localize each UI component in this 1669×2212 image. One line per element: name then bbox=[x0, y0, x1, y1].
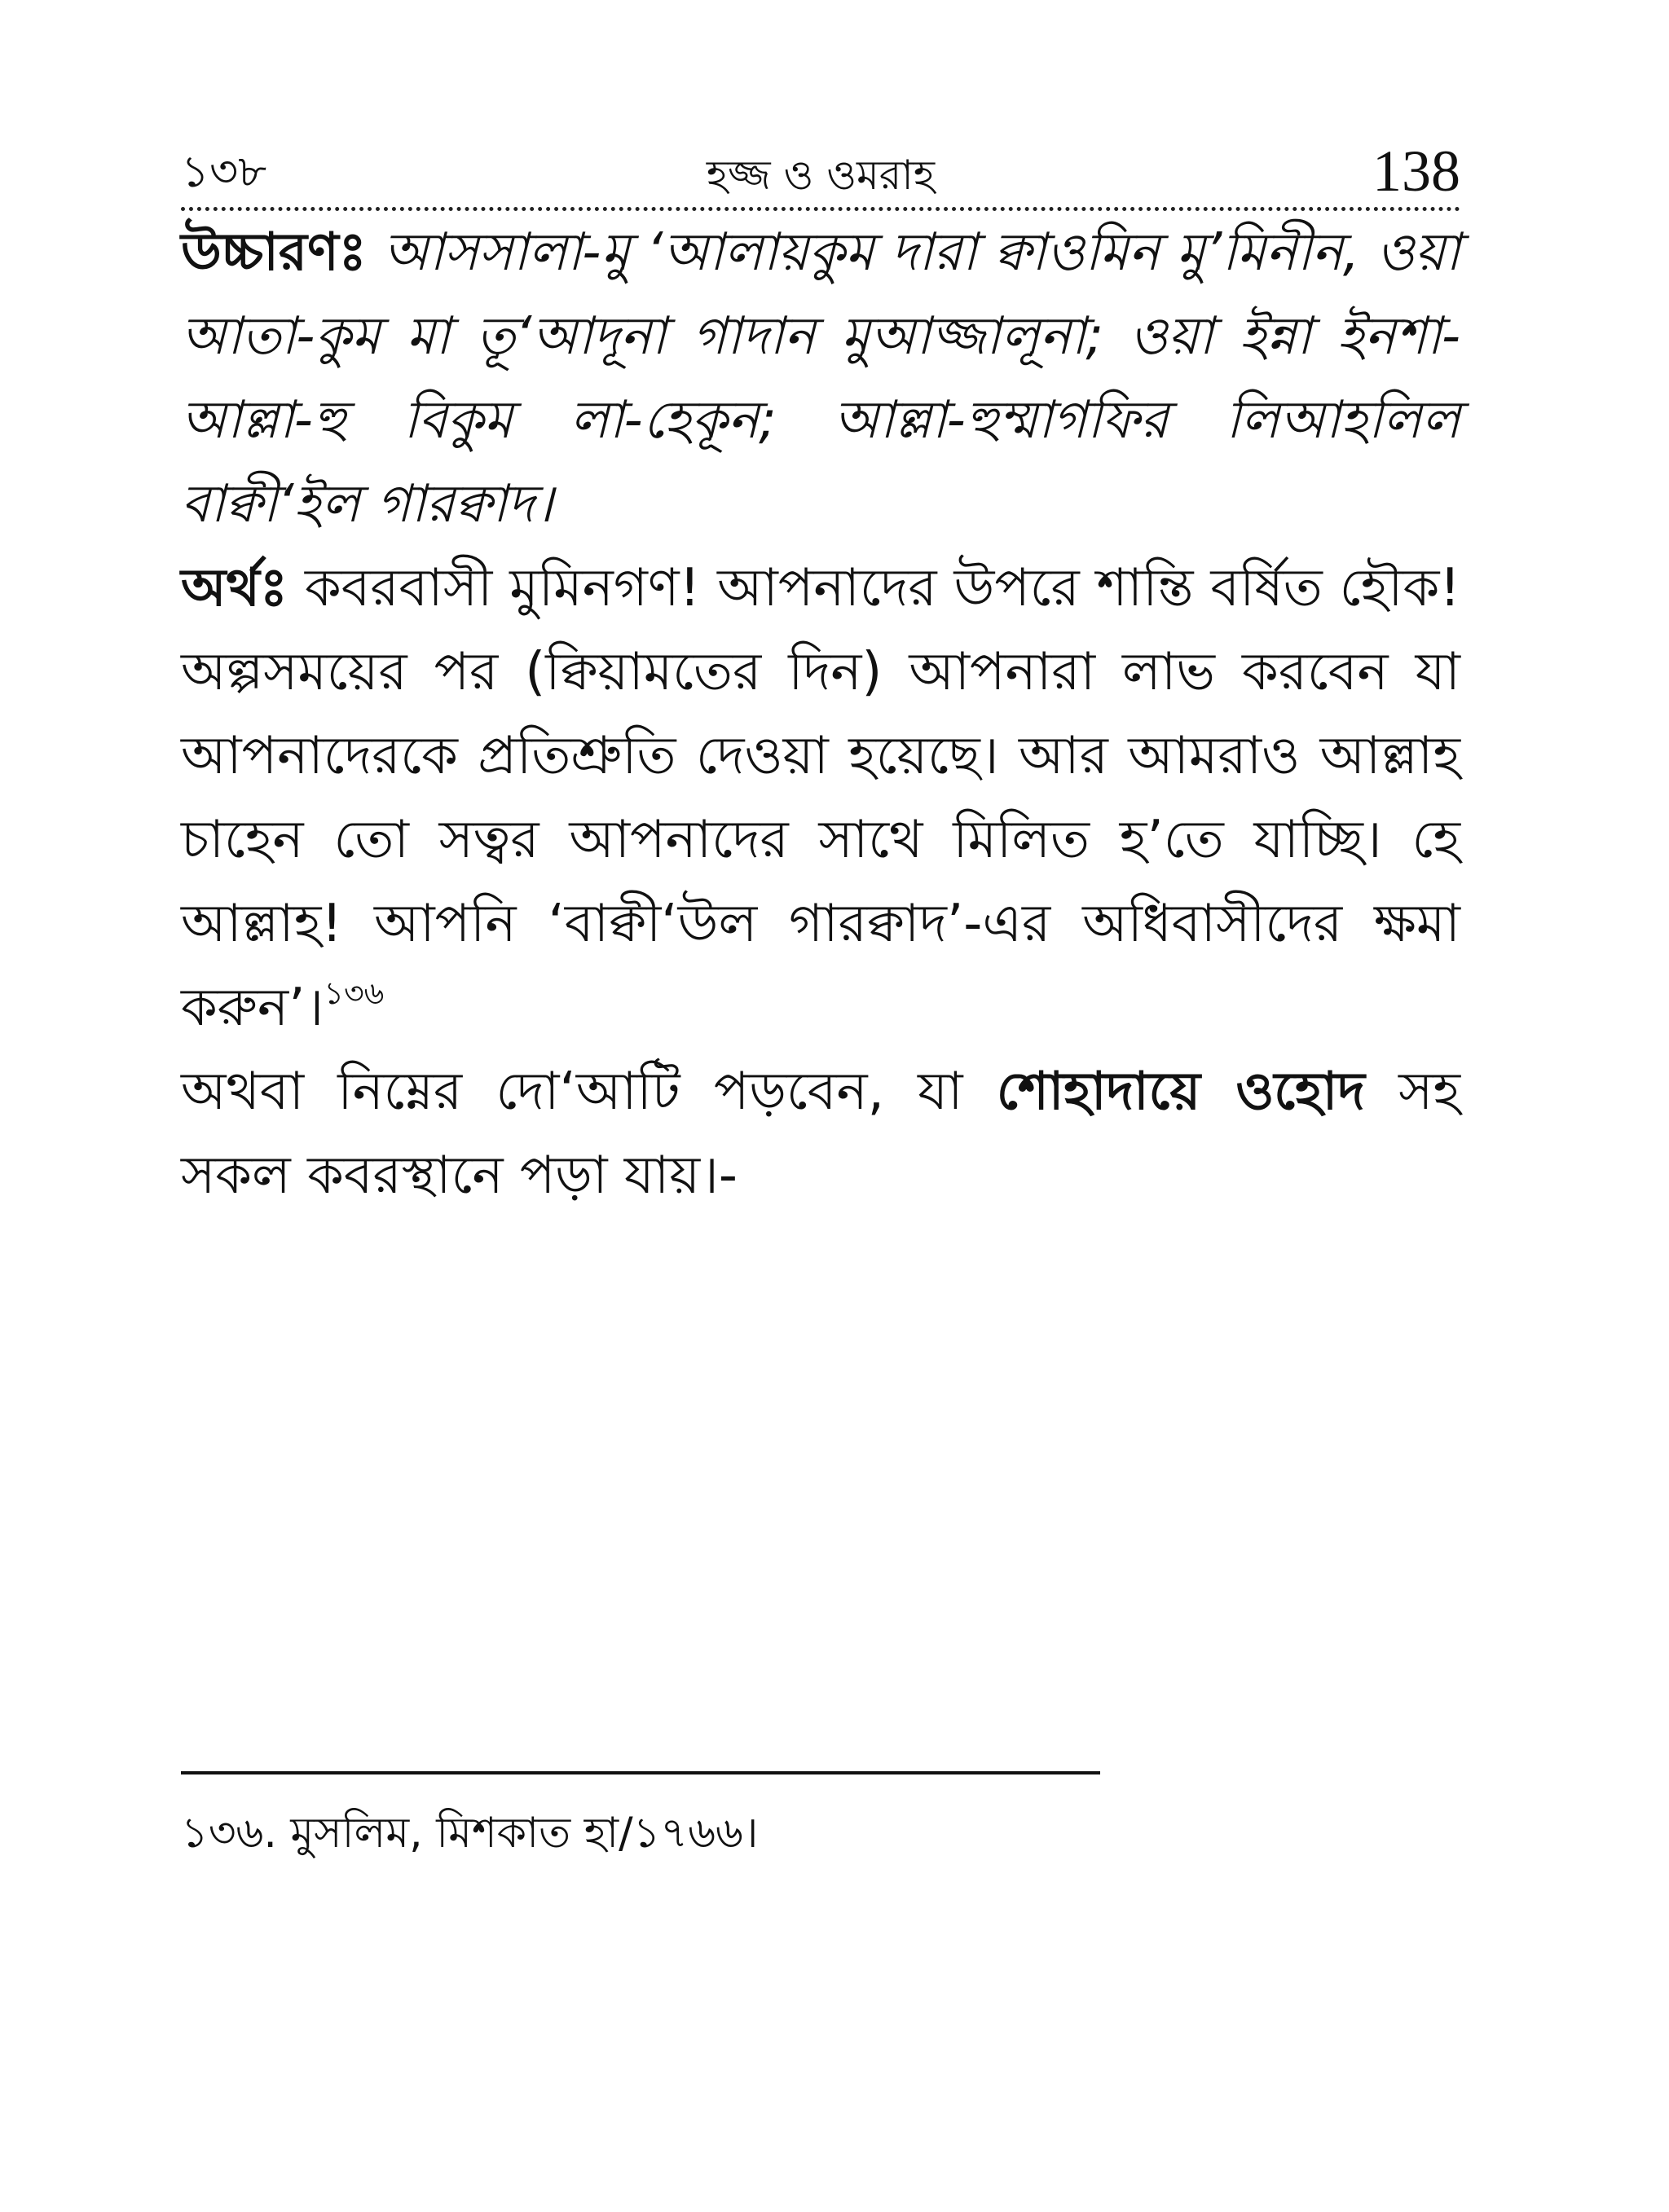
pronunciation-label: উচ্চারণঃ bbox=[181, 222, 367, 283]
meaning-paragraph bbox=[181, 547, 1460, 1050]
page-header bbox=[181, 139, 1460, 205]
running-title: হজ্জ ও ওমরাহ bbox=[706, 152, 936, 199]
page-number-bengali: ১৩৮ bbox=[181, 146, 267, 197]
pronunciation-text: আসসালা-মু ‘আলায়কুম দারা ক্বাওমিন মু’মিনীন, ওয়া আতা-কুম মা তূ‘আদূনা গাদান মুআজ্জালূনা; ওয়া ইন্না ইনশা-আল্লা-হু বিকুম লা-হেকূন; আল্লা-হুম্মাগফির লিআহলিল বাক্বী‘ইল গারক্বাদ। bbox=[181, 222, 1460, 534]
alternative-paragraph bbox=[181, 1050, 1460, 1218]
footnote-reference: ১৩৬ bbox=[324, 975, 385, 1011]
pronunciation-paragraph bbox=[181, 211, 1460, 547]
page-number-english: 138 bbox=[1372, 139, 1460, 204]
alternative-bold-term: শোহাদায়ে ওহোদ bbox=[996, 1062, 1365, 1122]
meaning-label: অর্থঃ bbox=[181, 558, 288, 618]
book-page bbox=[181, 139, 1460, 2126]
footnote-divider bbox=[181, 1771, 1100, 1774]
alternative-text-end: সহ সকল কবরস্থানে পড়া যায়।- bbox=[181, 1062, 1460, 1206]
meaning-text: কবরবাসী মুমিনগণ! আপনাদের উপরে শান্তি বর্ষিত হৌক! অল্পসময়ের পর (ক্বিয়ামতের দিন) আপনারা লাভ করবেন যা আপনাদেরকে প্রতিশ্রুতি দেওয়া হয়েছে। আর আমরাও আল্লাহ চাহেন তো সত্বর আপনাদের সাথে মিলিত হ’তে যাচ্ছি। হে আল্লাহ! আপনি ‘বাক্বী‘উল গারক্বাদ’-এর অধিবাসীদের ক্ষমা করুন’। bbox=[181, 558, 1460, 1038]
alternative-text-start: অথবা নিম্নের দো‘আটি পড়বেন, যা bbox=[181, 1062, 997, 1122]
footnote-text: ১৩৬. মুসলিম, মিশকাত হা/১৭৬৬। bbox=[181, 1809, 759, 1858]
